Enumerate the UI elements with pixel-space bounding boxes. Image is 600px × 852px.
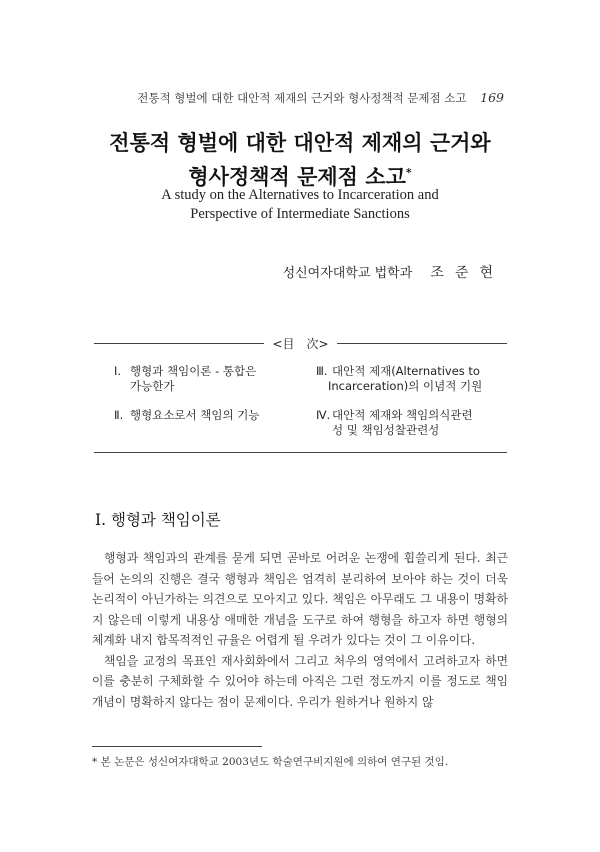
toc-item-2[interactable] bbox=[114, 408, 284, 423]
toc-item-text: 대안적 제재(Alternatives to bbox=[332, 364, 480, 378]
toc-item-text: 행형요소로서 책임의 기능 bbox=[130, 408, 260, 422]
toc-item-text-continued: 성 및 책임성찰관련성 bbox=[332, 423, 440, 437]
toc-item-number: Ⅰ. bbox=[114, 364, 122, 378]
title-line-1: 전통적 형벌에 대한 대안적 제재의 근거와 bbox=[109, 130, 491, 155]
footnote-divider bbox=[92, 746, 262, 747]
footnote: * 본 논문은 성신여자대학교 2003년도 학술연구비지원에 의하여 연구된 것임. bbox=[92, 756, 449, 768]
running-header-title: 전통적 형벌에 대한 대안적 제재의 근거와 형사정책적 문제점 소고 bbox=[137, 91, 467, 105]
running-header bbox=[0, 90, 600, 106]
section-heading: Ⅰ. 행형과 책임이론 bbox=[95, 511, 221, 529]
toc-item-1[interactable] bbox=[114, 364, 274, 394]
toc-title bbox=[94, 335, 507, 352]
body-paragraph-1: 행형과 책임과의 관계를 묻게 되면 곧바로 어려운 논쟁에 휩쓸리게 된다. 최근들어 논의의 진행은 결국 행형과 책임은 엄격히 분리하여 보아야 하는 것이 더욱 논리적이 아닌가하는 의견으로 모아지고 있다. 책임은 아무래도 그 내용이 명확하지 않은데 이렇게 내용상 애매한 개념을 도구로 하여 행형을 하고자 하면 행형의 체계화 내지 합목적적인 규율은 어렵게 될 우려가 있다는 것이 그 이유이다. bbox=[92, 551, 508, 647]
toc-item-text-continued: 가능한가 bbox=[130, 379, 175, 393]
english-title-line-1: A study on the Alternatives to Incarceration and bbox=[161, 187, 439, 203]
toc-item-3[interactable] bbox=[316, 364, 492, 394]
page-number: 169 bbox=[480, 90, 504, 105]
table-of-contents bbox=[94, 337, 507, 453]
title-line-2-text: 형사정책적 문제점 소고 bbox=[188, 164, 406, 189]
author-affiliation: 성신여자대학교 법학과 bbox=[282, 266, 413, 281]
toc-item-number: Ⅲ. bbox=[316, 364, 328, 378]
title-footnote-mark[interactable]: * bbox=[405, 166, 412, 179]
toc-item-text: 대안적 제재와 책임의식관련 bbox=[332, 408, 473, 422]
author-block bbox=[283, 262, 504, 282]
paper-title-english bbox=[0, 186, 600, 224]
toc-item-text: 행형과 책임이론 - 통합은 bbox=[130, 364, 257, 378]
body-text bbox=[92, 548, 508, 712]
paper-title-korean bbox=[0, 128, 600, 192]
body-paragraph-2: 책임을 교정의 목표인 재사회화에서 그리고 처우의 영역에서 고려하고자 하면 이를 충분히 구체화할 수 있어야 하는데 아직은 그런 정도까지 이를 정도로 책임개념이 명확하지 않다는 점이 문제이다. 우리가 원하거나 원하지 않 bbox=[92, 653, 508, 709]
toc-item-text-continued: Incarceration)의 이념적 기원 bbox=[328, 379, 483, 393]
toc-item-number: Ⅱ. bbox=[114, 408, 124, 422]
toc-item-4[interactable] bbox=[316, 408, 496, 438]
english-title-line-2: Perspective of Intermediate Sanctions bbox=[190, 206, 410, 222]
toc-title-text: <目 次> bbox=[264, 337, 336, 351]
author-name: 조준현 bbox=[430, 265, 504, 281]
toc-item-number: Ⅳ. bbox=[316, 408, 331, 422]
